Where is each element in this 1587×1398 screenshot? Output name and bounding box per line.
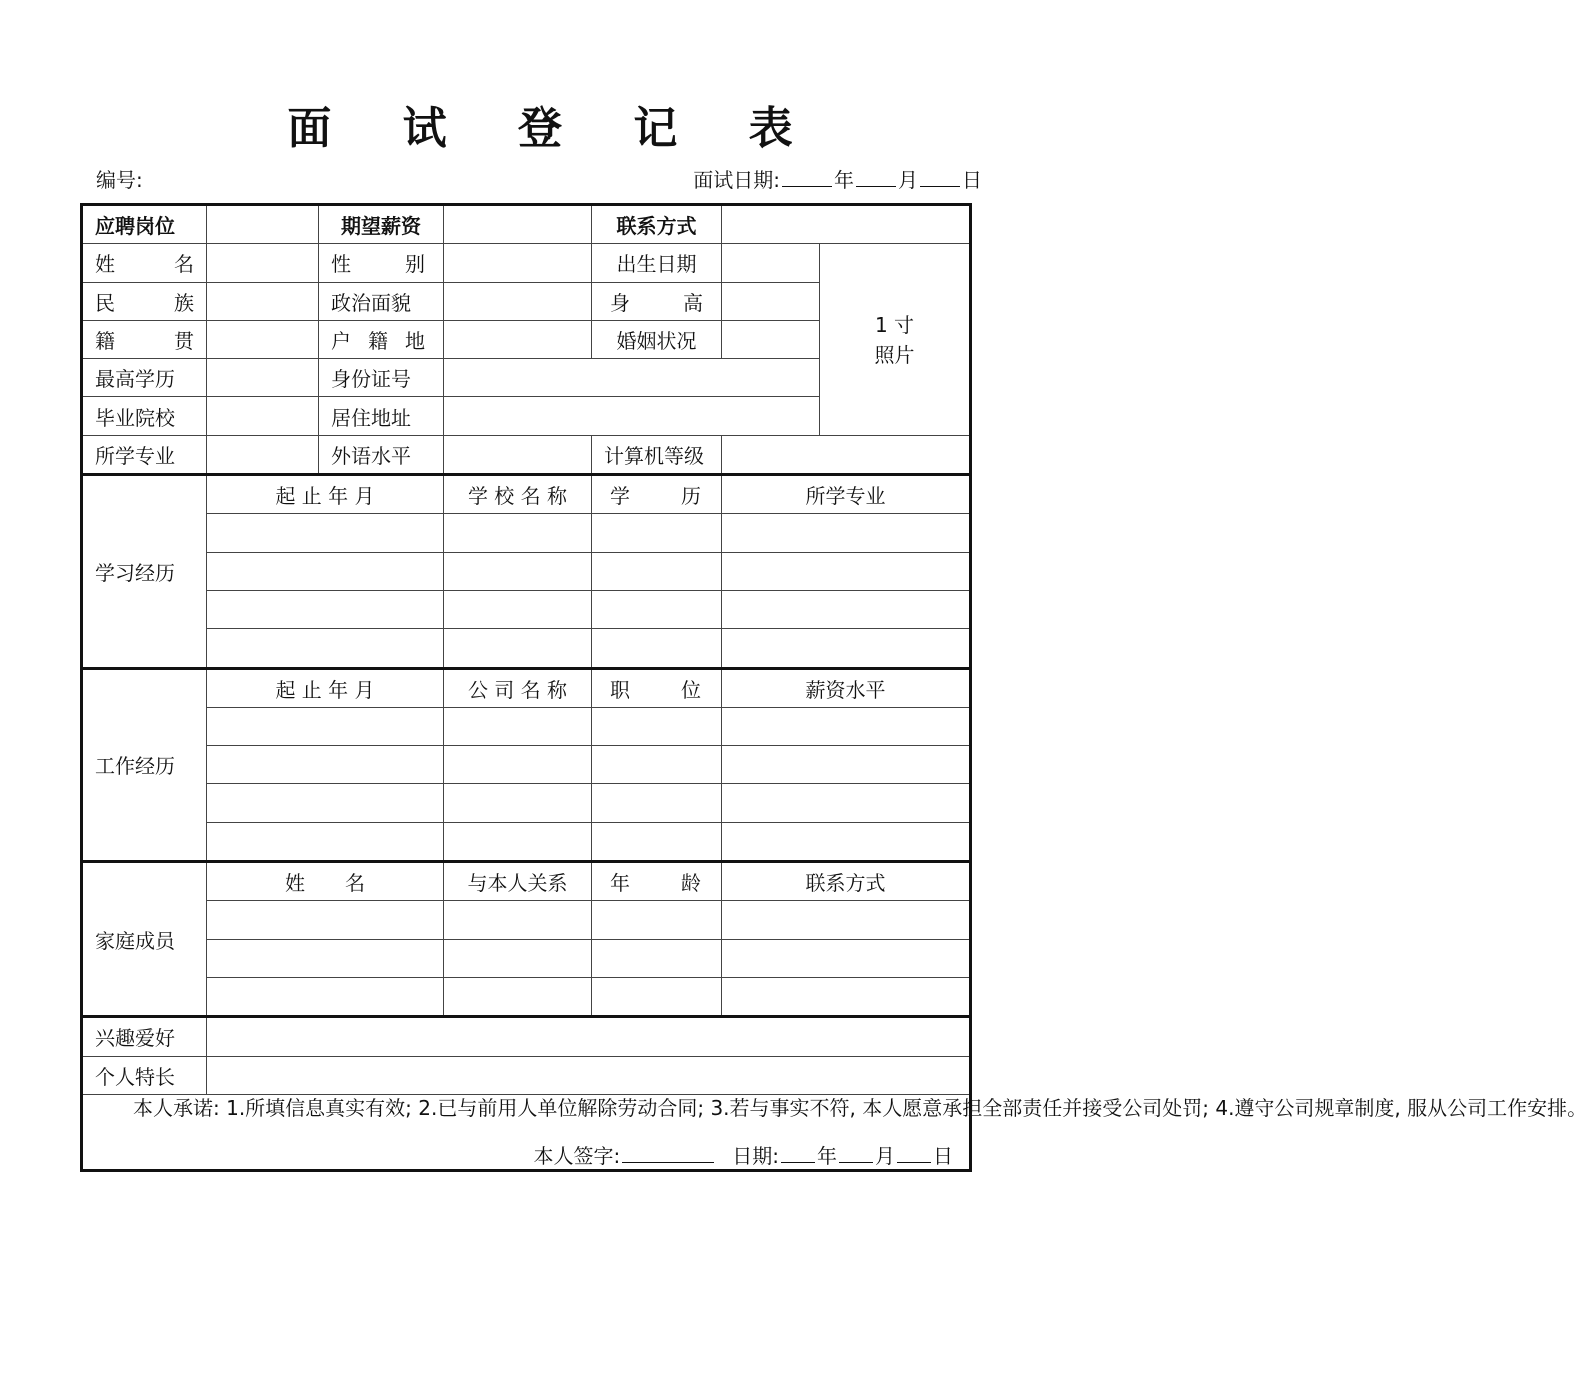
pledge-text: 本人承诺: 1.所填信息真实有效; 2.已与前用人单位解除劳动合同; 3.若与事实不符, 本人愿意承担全部责任并接受公司处罚; 4.遵守公司规章制度, 服从公司工作安排。 [133, 1095, 1587, 1120]
signature-label: 本人签字: [533, 1143, 621, 1168]
table-row [82, 822, 971, 861]
day-label: 日 [962, 168, 982, 192]
work-cell[interactable] [444, 822, 592, 861]
work-header-salary: 薪资水平 [722, 668, 971, 707]
study-cell[interactable] [722, 590, 971, 628]
work-cell[interactable] [592, 746, 722, 784]
language-field[interactable] [444, 435, 592, 474]
education-field[interactable] [207, 359, 319, 397]
study-header-degree: 学 历 [592, 475, 722, 514]
table-row [82, 629, 971, 668]
photo-size-label: 1 寸 [874, 312, 915, 337]
family-cell[interactable] [722, 977, 971, 1016]
hobbies-label: 兴趣爱好 [82, 1017, 207, 1056]
study-cell[interactable] [722, 514, 971, 552]
position-field[interactable] [207, 205, 319, 244]
year-blank[interactable] [782, 168, 832, 187]
photo-label: 照片 [874, 342, 915, 367]
family-cell[interactable] [207, 901, 444, 939]
family-cell[interactable] [592, 901, 722, 939]
family-cell[interactable] [444, 901, 592, 939]
interview-date-label: 面试日期: [693, 168, 780, 192]
signature-blank[interactable] [622, 1146, 714, 1163]
month-label: 月 [898, 168, 918, 192]
major-field[interactable] [207, 435, 319, 474]
school-field[interactable] [207, 397, 319, 435]
politics-field[interactable] [444, 282, 592, 320]
ethnicity-field[interactable] [207, 282, 319, 320]
sign-day-blank[interactable] [897, 1146, 931, 1163]
skills-label: 个人特长 [82, 1056, 207, 1094]
education-label: 最高学历 [82, 359, 207, 397]
study-header-period: 起 止 年 月 [207, 475, 444, 514]
sign-month-label: 月 [875, 1143, 895, 1168]
family-header-contact: 联系方式 [722, 862, 971, 901]
study-cell[interactable] [592, 552, 722, 590]
address-label: 居住地址 [319, 397, 444, 435]
family-section-label: 家庭成员 [82, 862, 207, 1017]
gender-field[interactable] [444, 244, 592, 282]
work-cell[interactable] [444, 746, 592, 784]
study-section-label: 学习经历 [82, 475, 207, 668]
family-cell[interactable] [592, 939, 722, 977]
table-row [82, 784, 971, 822]
height-label: 身 高 [592, 282, 722, 320]
native-field[interactable] [207, 320, 319, 358]
work-cell[interactable] [444, 707, 592, 745]
day-blank[interactable] [920, 168, 960, 187]
id-label: 身份证号 [319, 359, 444, 397]
family-cell[interactable] [722, 901, 971, 939]
work-header-company: 公 司 名 称 [444, 668, 592, 707]
sign-year-label: 年 [817, 1143, 837, 1168]
study-cell[interactable] [207, 629, 444, 668]
school-label: 毕业院校 [82, 397, 207, 435]
table-row [82, 901, 971, 939]
computer-field[interactable] [722, 435, 971, 474]
table-row [82, 552, 971, 590]
year-label: 年 [834, 168, 854, 192]
table-row [82, 707, 971, 745]
work-cell[interactable] [722, 784, 971, 822]
study-cell[interactable] [444, 552, 592, 590]
salary-field[interactable] [444, 205, 592, 244]
study-cell[interactable] [444, 514, 592, 552]
study-cell[interactable] [722, 552, 971, 590]
work-cell[interactable] [592, 822, 722, 861]
family-cell[interactable] [592, 977, 722, 1016]
table-row [82, 514, 971, 552]
hobbies-field[interactable] [207, 1017, 971, 1056]
pledge-section [82, 1094, 1587, 1170]
work-cell[interactable] [207, 707, 444, 745]
address-field[interactable] [444, 397, 820, 435]
work-cell[interactable] [444, 784, 592, 822]
study-cell[interactable] [207, 590, 444, 628]
name-label: 姓 名 [82, 244, 207, 282]
birth-label: 出生日期 [592, 244, 722, 282]
ethnicity-label: 民 族 [82, 282, 207, 320]
page-title: 面 试 登 记 表 [287, 103, 821, 154]
family-cell[interactable] [444, 977, 592, 1016]
sign-date-label: 日期: [732, 1143, 779, 1168]
family-header-name: 姓 名 [207, 862, 444, 901]
study-cell[interactable] [592, 590, 722, 628]
family-header-age: 年 龄 [592, 862, 722, 901]
birth-field[interactable] [722, 244, 820, 282]
native-label: 籍 贯 [82, 320, 207, 358]
skills-field[interactable] [207, 1056, 971, 1094]
position-label: 应聘岗位 [82, 205, 207, 244]
major-label: 所学专业 [82, 435, 207, 474]
study-header-major: 所学专业 [722, 475, 971, 514]
name-field[interactable] [207, 244, 319, 282]
table-row [82, 977, 971, 1016]
month-blank[interactable] [856, 168, 896, 187]
study-cell[interactable] [444, 590, 592, 628]
politics-label: 政治面貌 [319, 282, 444, 320]
study-cell[interactable] [444, 629, 592, 668]
work-cell[interactable] [592, 784, 722, 822]
family-cell[interactable] [207, 977, 444, 1016]
number-label: 编号: [96, 168, 143, 192]
id-field[interactable] [444, 359, 820, 397]
table-row [82, 939, 971, 977]
contact-field[interactable] [722, 205, 971, 244]
work-cell[interactable] [722, 822, 971, 861]
table-row [82, 590, 971, 628]
study-cell[interactable] [207, 514, 444, 552]
hukou-field[interactable] [444, 320, 592, 358]
registration-form [80, 203, 1587, 1172]
family-cell[interactable] [207, 939, 444, 977]
height-field[interactable] [722, 282, 820, 320]
sign-year-blank[interactable] [781, 1146, 815, 1163]
signature-row [95, 1143, 957, 1169]
marital-field[interactable] [722, 320, 820, 358]
sign-month-blank[interactable] [839, 1146, 873, 1163]
family-cell[interactable] [444, 939, 592, 977]
gender-label: 性 别 [319, 244, 444, 282]
work-cell[interactable] [592, 707, 722, 745]
study-cell[interactable] [207, 552, 444, 590]
interview-date [693, 164, 982, 193]
work-cell[interactable] [722, 746, 971, 784]
work-header-title: 职 位 [592, 668, 722, 707]
hukou-label: 户 籍 地 [319, 320, 444, 358]
study-cell[interactable] [592, 629, 722, 668]
photo-box[interactable] [820, 244, 971, 435]
study-cell[interactable] [722, 629, 971, 668]
work-section-label: 工作经历 [82, 668, 207, 861]
study-cell[interactable] [592, 514, 722, 552]
work-cell[interactable] [207, 746, 444, 784]
work-cell[interactable] [207, 822, 444, 861]
study-header-school: 学 校 名 称 [444, 475, 592, 514]
computer-label: 计算机等级 [592, 435, 722, 474]
work-header-period: 起 止 年 月 [207, 668, 444, 707]
language-label: 外语水平 [319, 435, 444, 474]
sign-day-label: 日 [933, 1143, 953, 1168]
work-cell[interactable] [722, 707, 971, 745]
salary-label: 期望薪资 [319, 205, 444, 244]
table-row [82, 746, 971, 784]
family-header-relation: 与本人关系 [444, 862, 592, 901]
work-cell[interactable] [207, 784, 444, 822]
family-cell[interactable] [722, 939, 971, 977]
contact-label: 联系方式 [592, 205, 722, 244]
marital-label: 婚姻状况 [592, 320, 722, 358]
